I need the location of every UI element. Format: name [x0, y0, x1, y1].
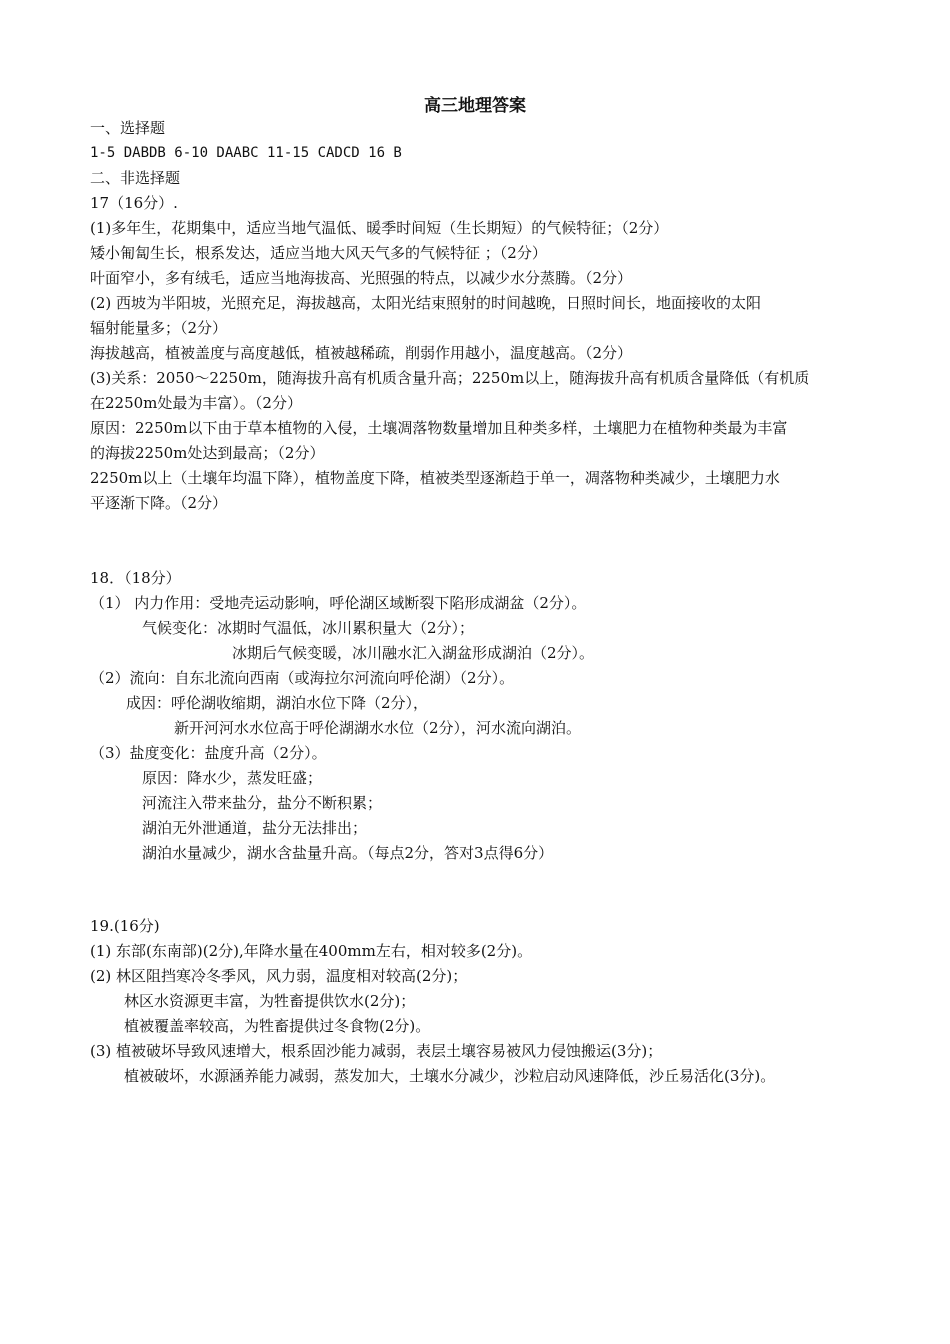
- q19-line: (3) 植被破坏导致风速增大，根系固沙能力减弱，表层土壤容易被风力侵蚀搬运(3分)；: [90, 1042, 663, 1060]
- q18-line: （1） 内力作用：受地壳运动影响，呼伦湖区域断裂下陷形成湖盆（2分）。: [90, 594, 587, 612]
- q17-line: 辐射能量多；（2分）: [90, 319, 228, 337]
- q17-line: (3)关系：2050～2250m，随海拔升高有机质含量升高；2250m以上，随海拔升高有机质含量降低（有机质: [90, 369, 810, 387]
- q18-line: （3）盐度变化：盐度升高（2分）。: [90, 744, 327, 762]
- q18-line: 原因：降水少，蒸发旺盛；: [142, 769, 323, 787]
- q17-line: (1)多年生，花期集中，适应当地气温低、暖季时间短（生长期短）的气候特征；（2分）: [90, 219, 669, 237]
- q19-line: 植被覆盖率较高，为牲畜提供过冬食物(2分)。: [124, 1017, 431, 1035]
- q17-line: 平逐渐下降。（2分）: [90, 494, 228, 512]
- section-heading-nonchoice: 二、非选择题: [90, 169, 181, 187]
- q19-line: (2) 林区阻挡寒冷冬季风，风力弱，温度相对较高(2分)；: [90, 967, 468, 985]
- q18-header: 18．（18分）: [90, 569, 181, 587]
- q18-line: （2）流向：自东北流向西南（或海拉尔河流向呼伦湖）（2分）。: [90, 669, 515, 687]
- q18-line: 湖泊无外泄通道，盐分无法排出；: [142, 819, 368, 837]
- q19-line: (1) 东部(东南部)(2分),年降水量在400mm左右，相对较多(2分)。: [90, 942, 533, 960]
- q18-line: 气候变化：冰期时气温低，冰川累积量大（2分）；: [142, 619, 475, 637]
- q18-line: 河流注入带来盐分，盐分不断积累；: [142, 794, 383, 812]
- choice-answers: 1-5 DABDB 6-10 DAABC 11-15 CADCD 16 B: [90, 145, 402, 161]
- q17-line: 的海拔2250m处达到最高；（2分）: [90, 444, 325, 462]
- q17-header: 17（16分）.: [90, 194, 178, 212]
- q18-line: 湖泊水量减少，湖水含盐量升高。（每点2分，答对3点得6分）: [142, 844, 554, 862]
- q18-line: 冰期后气候变暖，冰川融水汇入湖盆形成湖泊（2分）。: [232, 644, 595, 662]
- q19-line: 林区水资源更丰富，为牲畜提供饮水(2分)；: [124, 992, 416, 1010]
- q19-line: 植被破坏，水源涵养能力减弱，蒸发加大，土壤水分减少，沙粒启动风速降低，沙丘易活化(3分)。: [124, 1067, 776, 1085]
- q18-line: 成因：呼伦湖收缩期，湖泊水位下降（2分），: [126, 694, 429, 712]
- q17-line: 叶面窄小，多有绒毛，适应当地海拔高、光照强的特点，以减少水分蒸腾。（2分）: [90, 269, 633, 287]
- q17-line: 矮小匍匐生长，根系发达，适应当地大风天气多的气候特征 ；（2分）: [90, 244, 547, 262]
- q19-header: 19.(16分): [90, 917, 160, 935]
- q17-line: 2250m以上（土壤年均温下降），植物盖度下降，植被类型逐渐趋于单一，凋落物种类减少，土壤肥力水: [90, 469, 780, 487]
- q17-line: 海拔越高，植被盖度与高度越低，植被越稀疏，削弱作用越小，温度越高。（2分）: [90, 344, 633, 362]
- q17-line: (2) 西坡为半阳坡，光照充足，海拔越高，太阳光结束照射的时间越晚，日照时间长，地面接收的太阳: [90, 294, 762, 312]
- q17-line: 原因：2250m以下由于草本植物的入侵，土壤凋落物数量增加且种类多样，土壤肥力在植物种类最为丰富: [90, 419, 788, 437]
- q17-line: 在2250m处最为丰富）。（2分）: [90, 394, 302, 412]
- q18-line: 新开河河水水位高于呼伦湖湖水水位（2分），河水流向湖泊。: [174, 719, 582, 737]
- section-heading-choice: 一、选择题: [90, 119, 166, 137]
- page-title: 高三地理答案: [424, 96, 526, 116]
